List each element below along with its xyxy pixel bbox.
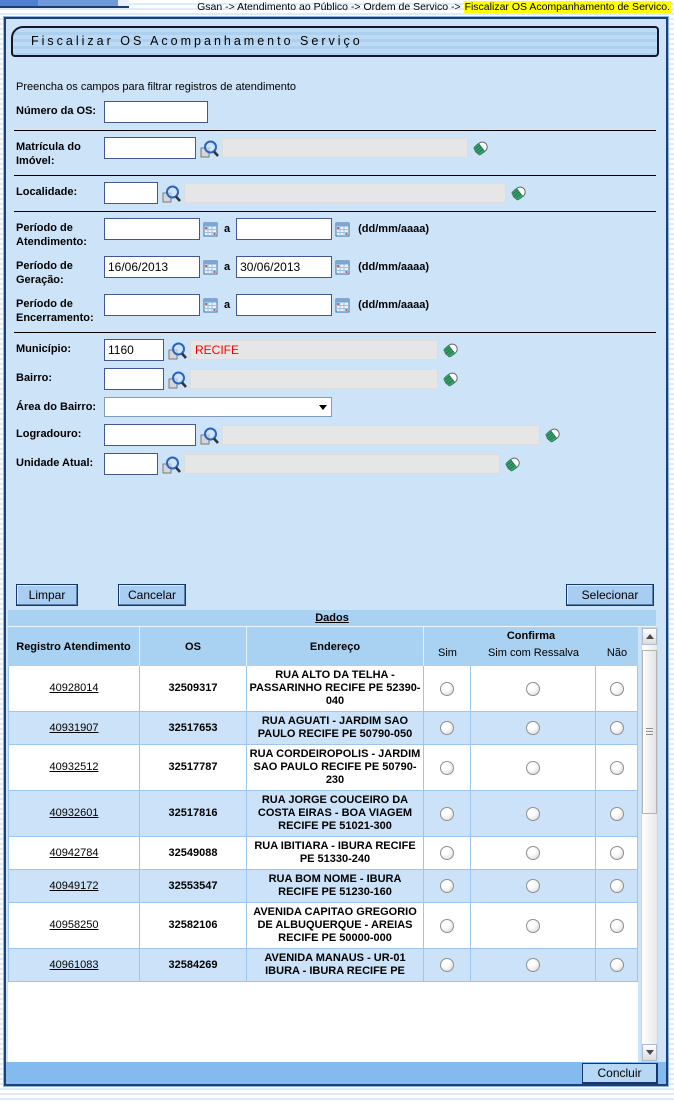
unidade-atual-label: Unidade Atual:: [16, 457, 94, 469]
col-registro-atendimento: Registro Atendimento: [8, 627, 140, 666]
scrollbar-thumb[interactable]: [642, 650, 657, 814]
calendar-icon[interactable]: [203, 298, 218, 313]
municipio-eraser-icon[interactable]: [441, 340, 461, 360]
registro-atendimento-link[interactable]: 40958250: [49, 919, 99, 931]
row-periodo-encerramento: [16, 294, 658, 325]
table-row: [8, 745, 638, 791]
breadcrumb: [197, 1, 671, 13]
numero-os-label: Número da OS:: [16, 105, 97, 117]
municipio-input[interactable]: [104, 339, 164, 361]
calendar-icon[interactable]: [335, 298, 350, 313]
bairro-label: Bairro:: [16, 372, 53, 384]
endereco-text: RUA CORDEIROPOLIS - JARDIM SAO PAULO RECIFE PE 50790-230: [247, 745, 424, 790]
radio-sim-com-ressalva[interactable]: [526, 682, 540, 696]
table-row: [8, 712, 638, 745]
calendar-icon[interactable]: [203, 260, 218, 275]
radio-sim[interactable]: [440, 761, 454, 775]
endereco-text: AVENIDA CAPITAO GREGORIO DE ALBUQUERQUE - AREIAS RECIFE PE 50000-000: [247, 903, 424, 948]
radio-nao[interactable]: [610, 879, 624, 893]
main-panel: [4, 17, 668, 1086]
divider: [14, 211, 656, 212]
col-confirma-group: [424, 627, 638, 666]
os-number: 32517653: [140, 712, 247, 744]
logradouro-label: Logradouro:: [16, 428, 82, 440]
area-bairro-label: Área do Bairro:: [16, 401, 97, 413]
periodo-geracao-to-input[interactable]: [236, 256, 332, 278]
table-body: [8, 666, 638, 1062]
unidade-atual-display: [184, 454, 500, 474]
matricula-input[interactable]: [104, 137, 196, 159]
periodo-atendimento-from-input[interactable]: [104, 218, 200, 240]
table-scrollbar[interactable]: [641, 627, 658, 1062]
matricula-display: [222, 138, 468, 158]
os-number: 32549088: [140, 837, 247, 869]
radio-nao[interactable]: [610, 807, 624, 821]
localidade-search-icon[interactable]: [161, 184, 181, 203]
col-nao: Não: [606, 647, 628, 659]
periodo-encerramento-to-input[interactable]: [236, 294, 332, 316]
date-format-hint: (dd/mm/aaaa): [358, 261, 430, 273]
loading-bar: [0, 0, 129, 8]
table-row: [8, 666, 638, 712]
periodo-separator: a: [224, 223, 231, 235]
periodo-atendimento-label: Período de Atendimento:: [16, 222, 87, 248]
unidade-atual-search-icon[interactable]: [161, 455, 181, 474]
radio-sim[interactable]: [440, 919, 454, 933]
radio-sim-com-ressalva[interactable]: [526, 761, 540, 775]
row-matricula: [16, 137, 658, 168]
date-format-hint: (dd/mm/aaaa): [358, 223, 430, 235]
row-periodo-atendimento: [16, 218, 658, 249]
radio-nao[interactable]: [610, 721, 624, 735]
radio-sim-com-ressalva[interactable]: [526, 846, 540, 860]
os-number: 32582106: [140, 903, 247, 948]
localidade-label: Localidade:: [16, 186, 78, 198]
endereco-text: AVENIDA MANAUS - UR-01 IBURA - IBURA RECIFE PE: [247, 949, 424, 981]
col-endereco: Endereço: [247, 627, 424, 666]
cancelar-button[interactable]: Cancelar: [118, 584, 186, 606]
localidade-eraser-icon[interactable]: [509, 183, 529, 203]
registro-atendimento-link[interactable]: 40942784: [49, 846, 99, 859]
calendar-icon[interactable]: [203, 222, 218, 237]
registro-atendimento-link[interactable]: 40961083: [49, 958, 99, 971]
area-bairro-select[interactable]: [104, 397, 332, 417]
radio-sim[interactable]: [440, 846, 454, 860]
table-row: [8, 837, 638, 870]
periodo-encerramento-from-input[interactable]: [104, 294, 200, 316]
registro-atendimento-link[interactable]: 40949172: [49, 879, 99, 892]
action-buttons: [12, 584, 658, 606]
unidade-atual-eraser-icon[interactable]: [503, 454, 523, 474]
row-area-bairro: [16, 397, 658, 417]
scroll-down-icon[interactable]: [642, 1044, 657, 1061]
radio-nao[interactable]: [610, 682, 624, 696]
matricula-eraser-icon[interactable]: [471, 138, 491, 158]
selecionar-button[interactable]: Selecionar: [566, 584, 654, 606]
os-number: 32509317: [140, 666, 247, 711]
radio-sim-com-ressalva[interactable]: [526, 958, 540, 972]
periodo-atendimento-to-input[interactable]: [236, 218, 332, 240]
radio-nao[interactable]: [610, 846, 624, 860]
col-sim-com-ressalva: Sim com Ressalva: [487, 647, 580, 659]
radio-nao[interactable]: [610, 958, 624, 972]
calendar-icon[interactable]: [335, 222, 350, 237]
row-unidade-atual: [16, 453, 658, 475]
divider: [14, 175, 656, 176]
breadcrumb-current: Fiscalizar OS Acompanhamento de Servico.: [464, 1, 670, 13]
col-confirma: Confirma: [506, 630, 556, 642]
radio-nao[interactable]: [610, 919, 624, 933]
registro-atendimento-link[interactable]: 40931907: [49, 721, 99, 734]
os-number: 32553547: [140, 870, 247, 902]
registro-atendimento-link[interactable]: 40932601: [49, 807, 99, 819]
periodo-geracao-from-input[interactable]: [104, 256, 200, 278]
concluir-button[interactable]: Concluir: [582, 1063, 658, 1084]
registro-atendimento-link[interactable]: 40932512: [49, 761, 99, 773]
dados-link[interactable]: Dados: [315, 612, 349, 624]
row-periodo-geracao: [16, 256, 658, 287]
bairro-search-icon[interactable]: [167, 370, 187, 389]
row-logradouro: [16, 424, 658, 446]
form-hint: Preencha os campos para filtrar registros de atendimento: [16, 81, 297, 93]
table-row: [8, 870, 638, 903]
page-title: Fiscalizar OS Acompanhamento Serviço: [11, 26, 659, 57]
divider: [14, 332, 656, 333]
localidade-display: [184, 183, 506, 203]
scroll-up-icon[interactable]: [642, 628, 657, 645]
periodo-encerramento-label: Período de Encerramento:: [16, 298, 94, 324]
col-sim: Sim: [438, 647, 457, 659]
limpar-button[interactable]: Limpar: [16, 584, 78, 606]
matricula-label: Matrícula do Imóvel:: [16, 141, 81, 167]
radio-sim[interactable]: [440, 682, 454, 696]
radio-sim[interactable]: [440, 807, 454, 821]
calendar-icon[interactable]: [335, 260, 350, 275]
unidade-atual-input[interactable]: [104, 453, 158, 475]
row-municipio: [16, 339, 658, 361]
endereco-text: RUA JORGE COUCEIRO DA COSTA EIRAS - BOA VIAGEM RECIFE PE 51021-300: [247, 791, 424, 836]
bairro-input[interactable]: [104, 368, 164, 390]
registro-atendimento-link[interactable]: 40928014: [49, 682, 99, 694]
date-format-hint: (dd/mm/aaaa): [358, 299, 430, 311]
logradouro-input[interactable]: [104, 424, 196, 446]
radio-sim[interactable]: [440, 721, 454, 735]
endereco-text: RUA IBITIARA - IBURA RECIFE PE 51330-240: [247, 837, 424, 869]
municipio-search-icon[interactable]: [167, 341, 187, 360]
row-numero-os: [16, 101, 658, 123]
periodo-geracao-label: Período de Geração:: [16, 260, 73, 286]
periodo-separator: a: [224, 299, 231, 311]
endereco-text: RUA ALTO DA TELHA - PASSARINHO RECIFE PE 52390-040: [247, 666, 424, 711]
table-row: [8, 949, 638, 982]
filter-form: [12, 75, 658, 482]
endereco-text: RUA BOM NOME - IBURA RECIFE PE 51230-160: [247, 870, 424, 902]
col-os: OS: [140, 627, 247, 666]
radio-sim[interactable]: [440, 879, 454, 893]
os-number: 32517787: [140, 745, 247, 790]
radio-nao[interactable]: [610, 761, 624, 775]
bairro-display: [190, 369, 438, 389]
table-caption: [8, 610, 656, 627]
table-header: [8, 627, 638, 666]
table-row: [8, 903, 638, 949]
radio-sim-com-ressalva[interactable]: [526, 721, 540, 735]
radio-sim[interactable]: [440, 958, 454, 972]
matricula-search-icon[interactable]: [199, 139, 219, 158]
endereco-text: RUA AGUATI - JARDIM SAO PAULO RECIFE PE 50790-050: [247, 712, 424, 744]
row-localidade: [16, 182, 658, 204]
row-bairro: [16, 368, 658, 390]
periodo-separator: a: [224, 261, 231, 273]
logradouro-eraser-icon[interactable]: [543, 425, 563, 445]
area-bairro-select-wrap: [104, 397, 332, 417]
municipio-label: Município:: [16, 343, 71, 355]
table-row: [8, 791, 638, 837]
radio-sim-com-ressalva[interactable]: [526, 807, 540, 821]
radio-sim-com-ressalva[interactable]: [526, 879, 540, 893]
os-number: 32584269: [140, 949, 247, 981]
os-number: 32517816: [140, 791, 247, 836]
municipio-display: RECIFE: [190, 340, 438, 360]
footer-band: [6, 1062, 666, 1084]
logradouro-search-icon[interactable]: [199, 426, 219, 445]
radio-sim-com-ressalva[interactable]: [526, 919, 540, 933]
bairro-eraser-icon[interactable]: [441, 369, 461, 389]
breadcrumb-path: Gsan -> Atendimento ao Público -> Ordem de Servico ->: [197, 1, 464, 13]
localidade-input[interactable]: [104, 182, 158, 204]
numero-os-input[interactable]: [104, 101, 208, 123]
divider: [14, 130, 656, 131]
logradouro-display: [222, 425, 540, 445]
